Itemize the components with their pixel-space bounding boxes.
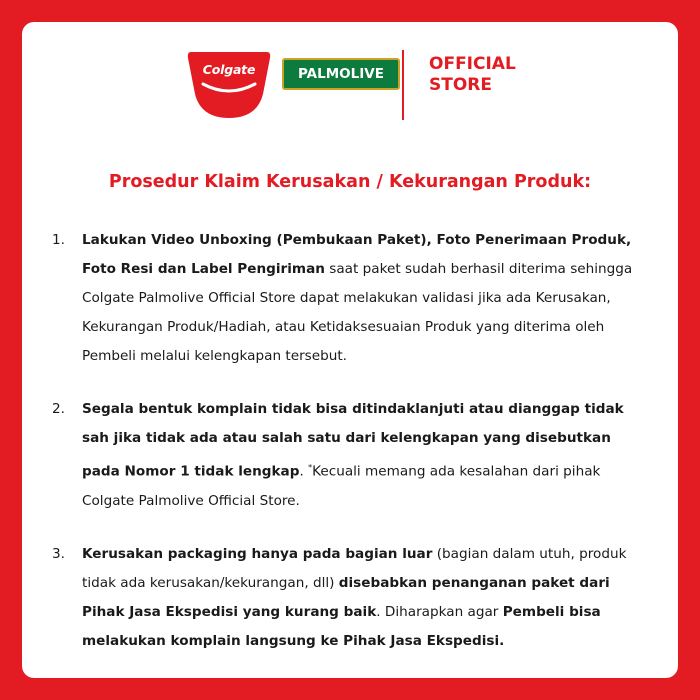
content-card (22, 22, 678, 678)
palmolive-logo (282, 58, 400, 90)
item-3-bold-c: Pembeli bisa melakukan komplain langsung ke Pihak Jasa Ekspedisi. (82, 603, 601, 649)
brand-header (22, 48, 678, 128)
list-item (52, 226, 642, 371)
store-label-line2: STORE (429, 75, 492, 95)
list-item (52, 395, 642, 516)
item-1-text: saat paket sudah berhasil diterima sehingga Colgate Palmolive Official Store dapat melakukan validasi jika ada Kerusakan, Kekurangan Produk/Hadiah, atau Ketidaksesuaian Produk yang diterima oleh Pembeli melalui kelengkapan tersebut. (82, 261, 633, 364)
item-2-asterisk: * (308, 463, 313, 472)
colgate-wordmark: Colgate (202, 62, 256, 77)
procedure-list (52, 226, 642, 680)
item-3-bold-a: Kerusakan packaging hanya pada bagian luar (82, 545, 433, 562)
item-1-bold: Lakukan Video Unboxing (Pembukaan Paket), Foto Penerimaan Produk, Foto Resi dan Label Pengiriman (82, 232, 632, 277)
list-item-number: 3. (52, 545, 65, 562)
official-store-label (429, 54, 516, 96)
list-item-number: 2. (52, 401, 65, 417)
list-item (52, 540, 642, 656)
item-2-bold: Segala bentuk komplain tidak bisa ditindaklanjuti atau dianggap tidak sah jika tidak ada atau salah satu dari kelengkapan yang disebutkan pada Nomor 1 tidak lengkap (82, 401, 624, 480)
logo-divider (402, 50, 404, 120)
item-3-text-b: . Diharapkan agar (376, 603, 503, 620)
item-3-text-a: (bagian dalam utuh, produk tidak ada kerusakan/kekurangan, dll) (82, 545, 627, 591)
item-3-bold-b: disebabkan penanganan paket dari Pihak Jasa Ekspedisi yang kurang baik (82, 574, 610, 620)
page-title: Prosedur Klaim Kerusakan / Kekurangan Produk: (108, 172, 592, 192)
store-label-line1: OFFICIAL (429, 54, 516, 74)
colgate-logo (183, 48, 275, 122)
item-2-text: . (299, 463, 309, 480)
item-2-note: Kecuali memang ada kesalahan dari pihak Colgate Palmolive Official Store. (82, 463, 601, 509)
list-item-number: 1. (52, 232, 65, 248)
palmolive-wordmark: PALMOLIVE (298, 66, 384, 82)
